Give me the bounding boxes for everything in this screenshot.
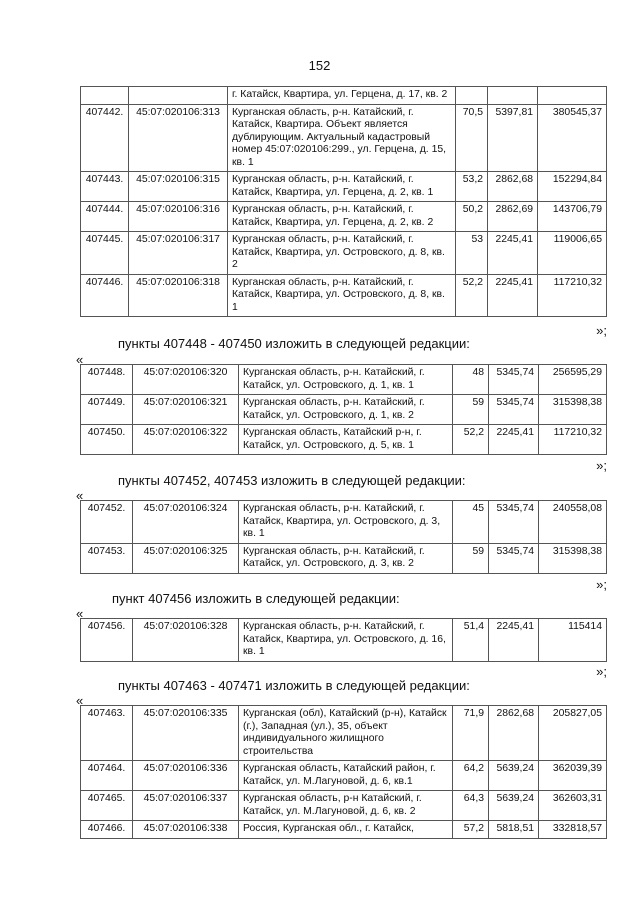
registry-table-body: [81, 706, 607, 839]
cell-area: 59: [453, 395, 489, 425]
cell-address: Курганская область, р-н. Катайский, г. Катайск, ул. Островского, д. 1, кв. 1: [239, 365, 453, 395]
cell-unit-price: 2245,41: [488, 274, 538, 317]
cell-area: 45: [453, 501, 489, 544]
cell-unit-price: 5818,51: [489, 821, 539, 839]
cell-unit-price: 2862,68: [489, 706, 539, 761]
table-row: [81, 619, 607, 662]
cell-row-number: 407463.: [81, 706, 133, 761]
table-row: [81, 706, 607, 761]
cell-cadastral-number: 45:07:020106:316: [129, 202, 228, 232]
cell-unit-price: 5345,74: [489, 395, 539, 425]
closing-quote: »;: [596, 664, 607, 679]
cell-row-number: 407456.: [81, 619, 133, 662]
cell-row-number: 407443.: [81, 172, 129, 202]
cell-cadastral-number: 45:07:020106:336: [133, 761, 239, 791]
cell-unit-price: [488, 87, 538, 105]
cell-cadastral-number: 45:07:020106:318: [129, 274, 228, 317]
cell-row-number: 407450.: [81, 425, 133, 455]
registry-table-body: [81, 365, 607, 455]
cell-address: Курганская область, р-н. Катайский, г. Катайск, Квартира, ул. Герцена, д. 2, кв. 1: [228, 172, 456, 202]
amendment-heading: пункт 407456 изложить в следующей редакции:: [112, 591, 400, 606]
cell-cadastral-number: 45:07:020106:313: [129, 104, 228, 172]
closing-quote: »;: [596, 458, 607, 473]
table-row: [81, 104, 607, 172]
cell-unit-price: 5345,74: [489, 543, 539, 573]
cell-cadastral-value: 115414: [539, 619, 607, 662]
cell-cadastral-value: 362603,31: [539, 791, 607, 821]
registry-table-3: [80, 500, 607, 574]
cell-cadastral-number: 45:07:020106:337: [133, 791, 239, 821]
cell-address: Россия, Курганская обл., г. Катайск,: [239, 821, 453, 839]
cell-area: 59: [453, 543, 489, 573]
table-row: [81, 365, 607, 395]
cell-cadastral-number: 45:07:020106:325: [133, 543, 239, 573]
cell-address: г. Катайск, Квартира, ул. Герцена, д. 17, кв. 2: [228, 87, 456, 105]
cell-area: 51,4: [453, 619, 489, 662]
table-row: [81, 87, 607, 105]
closing-quote: »;: [596, 577, 607, 592]
cell-area: 52,2: [453, 425, 489, 455]
cell-address: Курганская область, р-н. Катайский, г. Катайск, Квартира, ул. Островского, д. 16, кв. 1: [239, 619, 453, 662]
cell-address: Курганская область, р-н. Катайский, г. Катайск, Квартира, ул. Островского, д. 8, кв. 1: [228, 274, 456, 317]
registry-table-5: [80, 705, 607, 839]
cell-area: 53: [456, 232, 488, 275]
cell-cadastral-value: 143706,79: [538, 202, 607, 232]
cell-row-number: 407448.: [81, 365, 133, 395]
cell-cadastral-number: 45:07:020106:322: [133, 425, 239, 455]
table-row: [81, 543, 607, 573]
amendment-heading: пункты 407463 - 407471 изложить в следующей редакции:: [118, 678, 470, 693]
cell-area: 64,3: [453, 791, 489, 821]
cell-row-number: 407449.: [81, 395, 133, 425]
table-row: [81, 821, 607, 839]
cell-address: Курганская область, р-н. Катайский, г. Катайск, Квартира, ул. Островского, д. 3, кв. 1: [239, 501, 453, 544]
cell-cadastral-value: 240558,08: [539, 501, 607, 544]
cell-cadastral-number: 45:07:020106:328: [133, 619, 239, 662]
cell-address: Курганская область, р-н Катайский, г. Катайск, ул. М.Лагуновой, д. 6, кв. 2: [239, 791, 453, 821]
table-row: [81, 232, 607, 275]
page-number: 152: [308, 58, 331, 73]
cell-cadastral-value: 205827,05: [539, 706, 607, 761]
cell-cadastral-value: 315398,38: [539, 395, 607, 425]
cell-area: [456, 87, 488, 105]
table-row: [81, 761, 607, 791]
cell-cadastral-value: 362039,39: [539, 761, 607, 791]
opening-quote: «: [76, 352, 84, 367]
cell-cadastral-value: 256595,29: [539, 365, 607, 395]
cell-cadastral-value: [538, 87, 607, 105]
table-row: [81, 274, 607, 317]
cell-unit-price: 5397,81: [488, 104, 538, 172]
cell-address: Курганская (обл), Катайский (р-н), Катайск (г.), Западная (ул.), 35, объект индивидуального жилищного строительства: [239, 706, 453, 761]
registry-table-4: [80, 618, 607, 662]
cell-cadastral-value: 380545,37: [538, 104, 607, 172]
cell-area: 64,2: [453, 761, 489, 791]
cell-cadastral-value: 117210,32: [539, 425, 607, 455]
registry-table-1: [80, 86, 607, 317]
cell-unit-price: 5639,24: [489, 791, 539, 821]
table-row: [81, 425, 607, 455]
table-row: [81, 791, 607, 821]
cell-row-number: [81, 87, 129, 105]
registry-table-2: [80, 364, 607, 455]
cell-row-number: 407442.: [81, 104, 129, 172]
cell-address: Курганская область, Катайский р-н, г. Катайск, ул. Островского, д. 5, кв. 1: [239, 425, 453, 455]
cell-area: 70,5: [456, 104, 488, 172]
cell-address: Курганская область, р-н. Катайский, г. Катайск, ул. Островского, д. 1, кв. 2: [239, 395, 453, 425]
cell-cadastral-number: [129, 87, 228, 105]
amendment-heading: пункты 407452, 407453 изложить в следующей редакции:: [118, 473, 466, 488]
cell-row-number: 407453.: [81, 543, 133, 573]
cell-row-number: 407446.: [81, 274, 129, 317]
cell-unit-price: 5345,74: [489, 365, 539, 395]
registry-table-body: [81, 619, 607, 662]
table-row: [81, 202, 607, 232]
table-row: [81, 172, 607, 202]
opening-quote: «: [76, 693, 84, 708]
cell-cadastral-number: 45:07:020106:317: [129, 232, 228, 275]
cell-unit-price: 2245,41: [489, 619, 539, 662]
cell-unit-price: 2862,68: [488, 172, 538, 202]
cell-row-number: 407466.: [81, 821, 133, 839]
cell-area: 57,2: [453, 821, 489, 839]
cell-area: 50,2: [456, 202, 488, 232]
cell-row-number: 407464.: [81, 761, 133, 791]
cell-area: 52,2: [456, 274, 488, 317]
cell-address: Курганская область, р-н. Катайский, г. Катайск, ул. Островского, д. 3, кв. 2: [239, 543, 453, 573]
cell-unit-price: 2862,69: [488, 202, 538, 232]
opening-quote: «: [76, 488, 84, 503]
cell-unit-price: 2245,41: [489, 425, 539, 455]
cell-cadastral-number: 45:07:020106:338: [133, 821, 239, 839]
cell-address: Курганская область, р-н. Катайский, г. Катайск, Квартира, ул. Островского, д. 8, кв. 2: [228, 232, 456, 275]
cell-row-number: 407465.: [81, 791, 133, 821]
cell-unit-price: 5639,24: [489, 761, 539, 791]
cell-cadastral-number: 45:07:020106:315: [129, 172, 228, 202]
cell-area: 48: [453, 365, 489, 395]
cell-cadastral-value: 152294,84: [538, 172, 607, 202]
cell-cadastral-value: 119006,65: [538, 232, 607, 275]
registry-table-body: [81, 501, 607, 574]
cell-cadastral-number: 45:07:020106:324: [133, 501, 239, 544]
registry-table-body: [81, 87, 607, 317]
cell-address: Курганская область, р-н. Катайский, г. Катайск, Квартира, ул. Герцена, д. 2, кв. 2: [228, 202, 456, 232]
cell-row-number: 407444.: [81, 202, 129, 232]
cell-area: 71,9: [453, 706, 489, 761]
cell-cadastral-number: 45:07:020106:335: [133, 706, 239, 761]
amendment-heading: пункты 407448 - 407450 изложить в следующей редакции:: [118, 336, 470, 351]
cell-cadastral-value: 117210,32: [538, 274, 607, 317]
cell-address: Курганская область, Катайский район, г. Катайск, ул. М.Лагуновой, д. 6, кв.1: [239, 761, 453, 791]
closing-quote: »;: [596, 323, 607, 338]
cell-cadastral-value: 332818,57: [539, 821, 607, 839]
opening-quote: «: [76, 606, 84, 621]
table-row: [81, 395, 607, 425]
cell-cadastral-value: 315398,38: [539, 543, 607, 573]
cell-area: 53,2: [456, 172, 488, 202]
cell-address: Курганская область, р-н. Катайский, г. Катайск, Квартира. Объект является дублирующим. Актуальный кадастровый номер 45:07:020106:299., ул. Герцена, д. 15, кв. 1: [228, 104, 456, 172]
table-row: [81, 501, 607, 544]
cell-cadastral-number: 45:07:020106:321: [133, 395, 239, 425]
cell-unit-price: 2245,41: [488, 232, 538, 275]
cell-row-number: 407452.: [81, 501, 133, 544]
cell-cadastral-number: 45:07:020106:320: [133, 365, 239, 395]
cell-unit-price: 5345,74: [489, 501, 539, 544]
cell-row-number: 407445.: [81, 232, 129, 275]
